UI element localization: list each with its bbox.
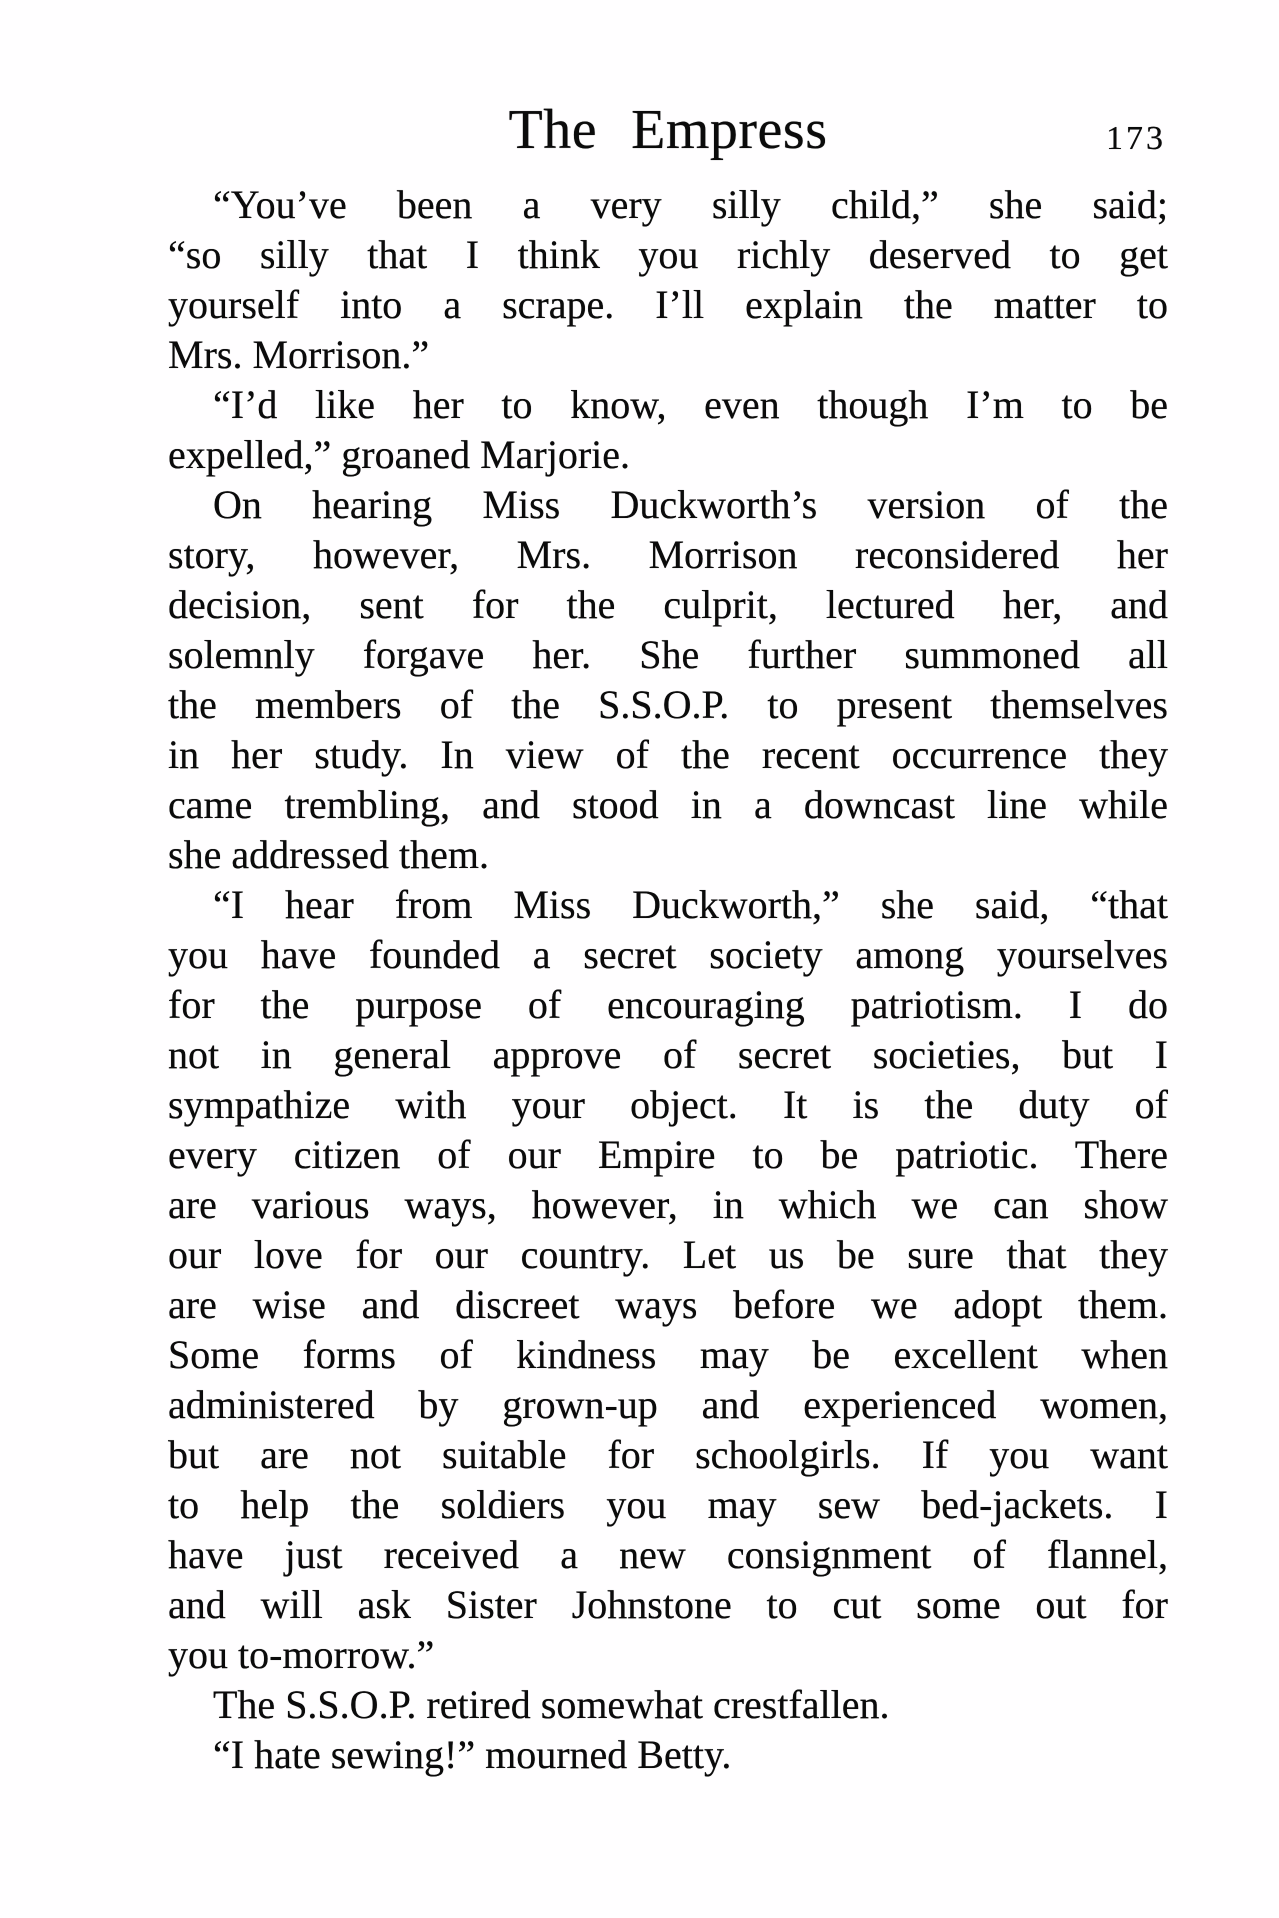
running-title: The Empress: [508, 99, 828, 161]
text-line: every citizen of our Empire to be patriotic. There: [168, 1132, 1168, 1177]
text-line: Mrs. Morrison.”: [168, 332, 430, 377]
text-line: “I hate sewing!” mourned Betty.: [213, 1732, 732, 1777]
text-line: The S.S.O.P. retired somewhat crestfallen.: [213, 1682, 890, 1727]
text-line: have just received a new consignment of flannel,: [168, 1532, 1168, 1577]
text-line: expelled,” groaned Marjorie.: [168, 432, 631, 477]
text-line: sympathize with your object. It is the duty of: [168, 1082, 1168, 1127]
text-line: “I hear from Miss Duckworth,” she said, “that: [213, 882, 1168, 927]
paragraph: [168, 380, 1168, 480]
text-line: but are not suitable for schoolgirls. If you want: [168, 1432, 1168, 1477]
text-line: you to-morrow.”: [168, 1632, 435, 1677]
text-line: and will ask Sister Johnstone to cut some out for: [168, 1582, 1168, 1627]
text-line: to help the soldiers you may sew bed-jackets. I: [168, 1482, 1168, 1527]
text-line: are various ways, however, in which we can show: [168, 1182, 1168, 1227]
text-line: “I’d like her to know, even though I’m to be: [213, 382, 1168, 427]
text-line: On hearing Miss Duckworth’s version of the: [213, 482, 1168, 527]
text-line: “You’ve been a very silly child,” she said;: [213, 182, 1168, 227]
text-line: for the purpose of encouraging patriotism. I do: [168, 982, 1168, 1027]
text-line: story, however, Mrs. Morrison reconsidered her: [168, 532, 1168, 577]
text-column: [168, 62, 1168, 1777]
text-line: administered by grown-up and experienced women,: [168, 1382, 1168, 1427]
paragraph: [168, 180, 1168, 380]
text-line: she addressed them.: [168, 832, 490, 877]
text-line: “so silly that I think you richly deserved to get: [168, 232, 1168, 277]
text-line: you have founded a secret society among yourselves: [168, 932, 1168, 977]
text-line: came trembling, and stood in a downcast line while: [168, 782, 1168, 827]
text-line: solemnly forgave her. She further summoned all: [168, 632, 1168, 677]
paragraph: [168, 480, 1168, 880]
text-line: in her study. In view of the recent occurrence they: [168, 732, 1168, 777]
text-line: our love for our country. Let us be sure that they: [168, 1232, 1168, 1277]
text-line: not in general approve of secret societies, but I: [168, 1032, 1168, 1077]
running-header: [168, 62, 1168, 161]
text-line: decision, sent for the culprit, lectured her, and: [168, 582, 1168, 627]
text-line: Some forms of kindness may be excellent when: [168, 1332, 1168, 1377]
paragraph: [168, 1680, 1168, 1730]
text-line: are wise and discreet ways before we adopt them.: [168, 1282, 1168, 1327]
page-number: 173: [1106, 120, 1166, 157]
text-line: yourself into a scrape. I’ll explain the matter to: [168, 282, 1168, 327]
paragraph: [168, 880, 1168, 1680]
body-text: [168, 180, 1168, 1780]
paragraph: [168, 1730, 1168, 1780]
text-line: the members of the S.S.O.P. to present themselves: [168, 682, 1168, 727]
